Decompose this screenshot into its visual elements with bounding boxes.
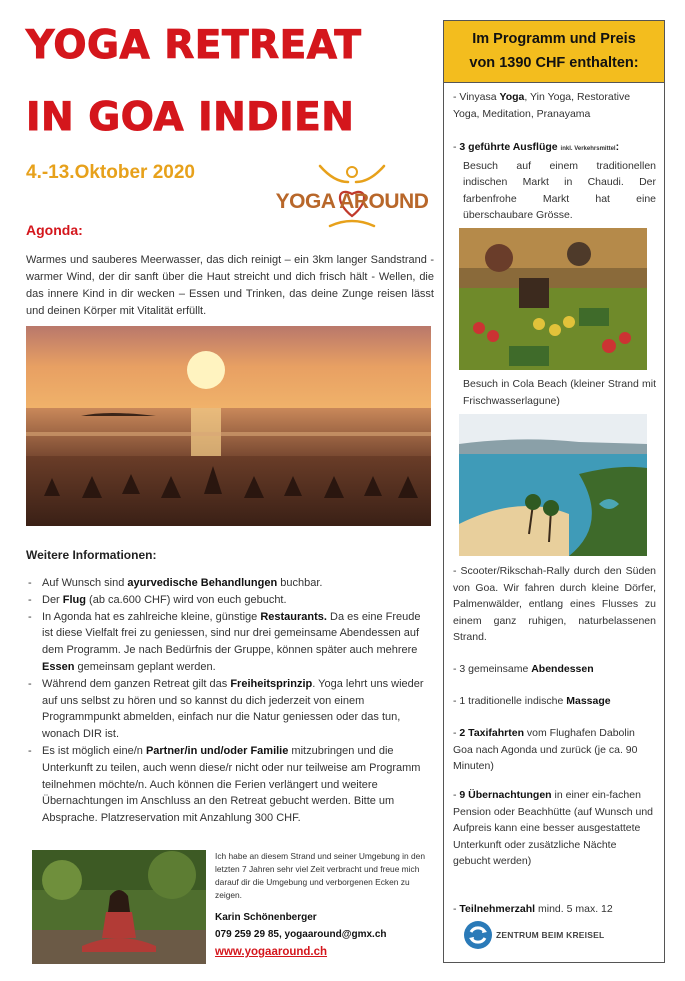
sunset-yoga-photo [26,326,431,526]
weitere-heading: Weitere Informationen: [26,548,157,562]
roundabout-icon [462,918,494,952]
logo-text: YOGA AROUND [275,190,429,213]
program-massage: - 1 traditionelle indische Massage [453,695,611,707]
info-list [26,575,431,827]
title-line-1: YOGA RETREAT [26,23,362,68]
contact-phone-email: 079 259 29 85, yogaaround@gmx.ch [215,929,387,940]
program-yoga: - Vinyasa Yoga, Yin Yoga, Restorative Yoga, Meditation, Pranayama [453,91,631,120]
yoga-around-logo [272,160,432,236]
program-taxi: - 2 Taxifahrten vom Flughafen Dabolin Goa nach Agonda und zurück (je ca. 90 Minuten) [453,727,638,772]
program-teilnehmer: - Teilnehmerzahl mind. 5 max. 12 [453,903,613,915]
contact-name: Karin Schönenberger [215,912,317,923]
retreat-date: 4.-13.Oktober 2020 [26,162,195,183]
title-line-2: IN GOA INDIEN [26,95,355,140]
list-item: - In Agonda hat es zahlreiche kleine, günstige Restaurants. Da es eine Freude ist diese Vielfalt frei zu geniessen, sind nur drei gemeinsame Abendessen auf dem Programm. Je nach Bedürfnis der Gruppe, können später auch mehrere Essen gemeinsam geplant werden. [26,609,431,676]
zentrum-logo-text: ZENTRUM BEIM KREISEL [496,930,605,940]
contact-quote: Ich habe an diesem Strand und seiner Umgebung in den letzten 7 Jahren sehr viel Zeit verbracht und freue mich darauf dir die Umgebung und verborgenen Ecken zu zeigen. [215,851,425,900]
list-item: - Der Flug (ab ca.600 CHF) wird von euch gebucht. [26,592,431,609]
program-abendessen: - 3 gemeinsame Abendessen [453,663,594,675]
list-item: - Während dem ganzen Retreat gilt das Freiheitsprinzip. Yoga lehrt uns wieder auf uns selbst zu hören und so kannst du dich jederzeit von einem Programmpunkt abmelden, einfach nur die Natur geniessen oder das tun, wonach DIR ist. [26,676,431,743]
program-uebernachtungen: - 9 Übernachtungen in einer ein-fachen Pension oder Beachhütte (auf Wunsch und Aufpreis kann eine besser ausgestattete Unterkunft oder zusätzliche Nächte gebucht werden) [453,789,654,867]
cola-beach-photo [459,414,647,556]
zentrum-logo [462,918,652,952]
cola-beach-caption: Besuch in Cola Beach (kleiner Strand mit Frischwasserlagune) [463,378,656,407]
website-link[interactable]: www.yogaaround.ch [215,946,328,958]
program-scooter: - Scooter/Rikschah-Rally durch den Süden von Goa. Wir fahren durch kleine Dörfer, Palmenwälder, entlang eines Flusses zu einem ganz ruhigen, naturbelassenen Strand. [453,565,656,643]
program-heading-line1: Im Programm und Preis [472,31,636,47]
profile-photo [32,850,206,964]
agonda-text: Warmes und sauberes Meerwasser, das dich reinigt – ein 3km langer Sandstrand - warmer Wind, der dir sanft über die Haut streicht und dich frisch hält - Wellen, die das innere Kind in dir wecken – Essen und Trinken, das deine Zunge reisen lässt und deinen Körper mit Vitalität erfüllt. [26,254,434,317]
market-photo [459,228,647,370]
program-heading [444,21,664,83]
list-item: - Auf Wunsch sind ayurvedische Behandlungen buchbar. [26,575,431,592]
list-item: - Es ist möglich eine/n Partner/in und/oder Familie mitzubringen und die Unterkunft zu teilen, auch wenn diese/r nicht oder nur teilweise am Programm teilnehmen möchte/n. Auch können die Ferien verlängert und weitere Übernachtungen im Anschluss an den Retreat gebucht werden. Bitte um Absprache. Platzreservation mit Anzahlung 300 CHF. [26,743,431,827]
agonda-heading: Agonda: [26,222,83,238]
program-heading-line2: von 1390 CHF enthalten: [469,55,639,71]
program-ausfluege: - 3 geführte Ausflüge inkl. Verkehrsmittel: Besuch auf einem traditionellen indischen Markt in Chaudi. Der farbenfrohe Markt hat eine überschaubare Grösse. [453,141,656,221]
